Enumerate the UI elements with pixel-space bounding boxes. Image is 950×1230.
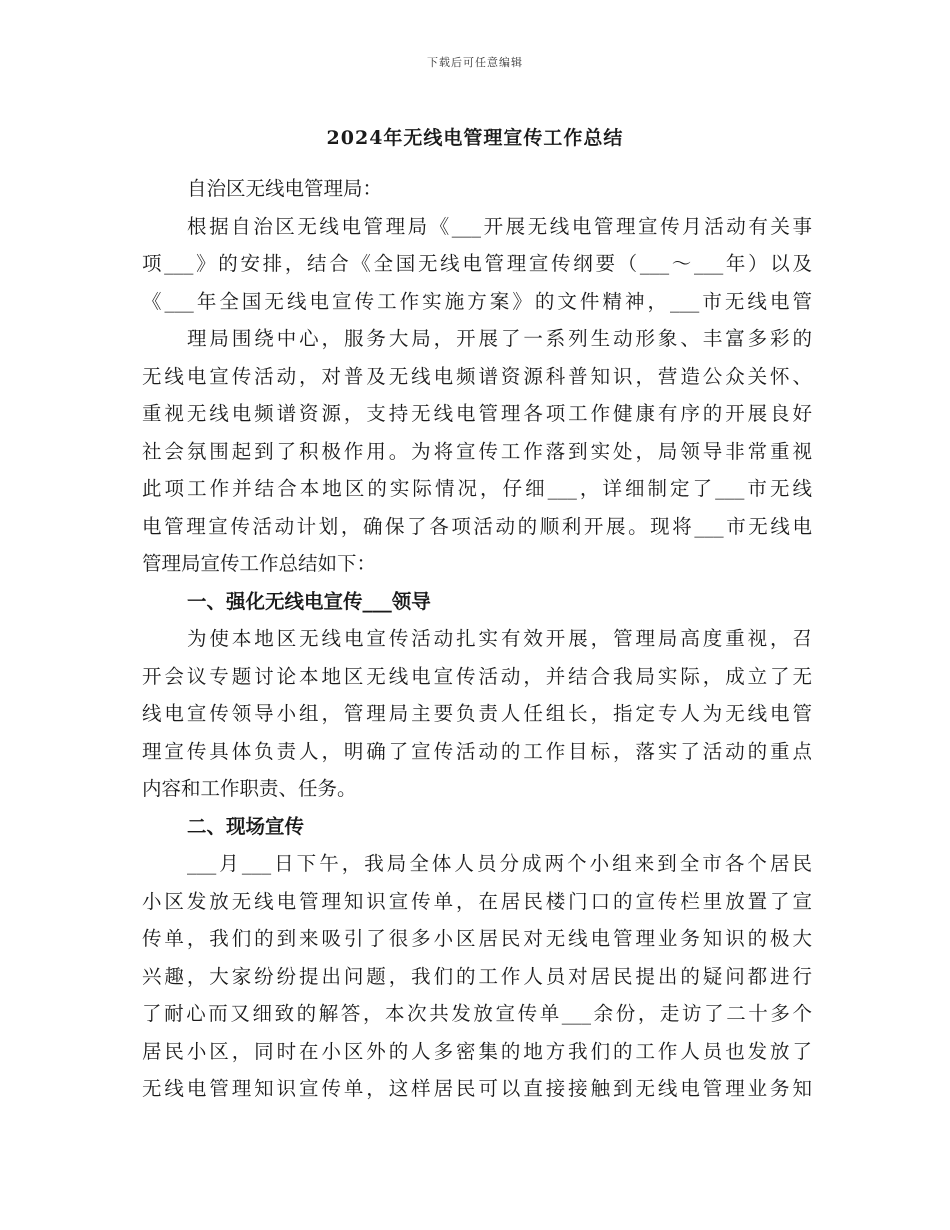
body-text-line: 理宣传具体负责人，明确了宣传活动的工作目标，落实了活动的重点 — [142, 739, 812, 763]
body-text-line: 开会议专题讨论本地区无线电宣传活动，并结合我局实际，成立了无 — [142, 664, 812, 688]
body-text-line: 为使本地区无线电宣传活动扎实有效开展，管理局高度重视，召 — [187, 627, 812, 650]
document-body — [142, 170, 812, 1108]
body-text-line: 电管理宣传活动计划，确保了各项活动的顺利开展。现将___市无线电 — [142, 514, 812, 538]
body-text-line: ___月___日下午，我局全体人员分成两个小组来到全市各个居民 — [187, 852, 812, 875]
body-text-line: 此项工作并结合本地区的实际情况，仔细___，详细制定了___市无线 — [142, 477, 812, 500]
body-text-line: 理局围绕中心，服务大局，开展了一系列生动形象、丰富多彩的 — [187, 327, 812, 350]
body-text-line: 内容和工作职责、任务。 — [142, 777, 357, 800]
document-title: 2024年无线电管理宣传工作总结 — [326, 127, 624, 149]
body-text-line: 自治区无线电管理局： — [187, 177, 383, 200]
header-note: 下载后可任意编辑 — [427, 56, 523, 69]
body-text-line: 了耐心而又细致的解答，本次共发放宣传单___余份，走访了二十多个 — [142, 1002, 812, 1025]
body-text-line: 根据自治区无线电管理局《___开展无线电管理宣传月活动有关事 — [187, 214, 812, 238]
body-text-line: 社会氛围起到了积极作用。为将宣传工作落到实处，局领导非常重视 — [142, 439, 812, 463]
body-text-line: 管理局宣传工作总结如下： — [142, 552, 377, 575]
body-text-line: 重视无线电频谱资源，支持无线电管理各项工作健康有序的开展良好 — [142, 402, 812, 425]
body-text-line: 居民小区，同时在小区外的人多密集的地方我们的工作人员也发放了 — [142, 1039, 812, 1063]
section-heading: 二、现场宣传 — [187, 814, 305, 838]
body-text-line: 小区发放无线电管理知识宣传单，在居民楼门口的宣传栏里放置了宣 — [142, 889, 812, 913]
body-text-line: 《___年全国无线电宣传工作实施方案》的文件精神，___市无线电管 — [142, 289, 812, 313]
body-text-line: 无线电管理知识宣传单，这样居民可以直接接触到无线电管理业务知 — [142, 1077, 812, 1100]
body-text-line: 兴趣，大家纷纷提出问题，我们的工作人员对居民提出的疑问都进行 — [142, 964, 812, 988]
body-text-line: 无线电宣传活动，对普及无线电频谱资源科普知识，营造公众关怀、 — [142, 364, 812, 388]
body-text-line: 项___》的安排，结合《全国无线电管理宣传纲要（___～___年）以及 — [142, 252, 812, 275]
section-heading: 一、强化无线电宣传___领导 — [187, 589, 431, 613]
body-text-line: 传单，我们的到来吸引了很多小区居民对无线电管理业务知识的极大 — [142, 927, 812, 950]
body-text-line: 线电宣传领导小组，管理局主要负责人任组长，指定专人为无线电管 — [142, 702, 812, 725]
